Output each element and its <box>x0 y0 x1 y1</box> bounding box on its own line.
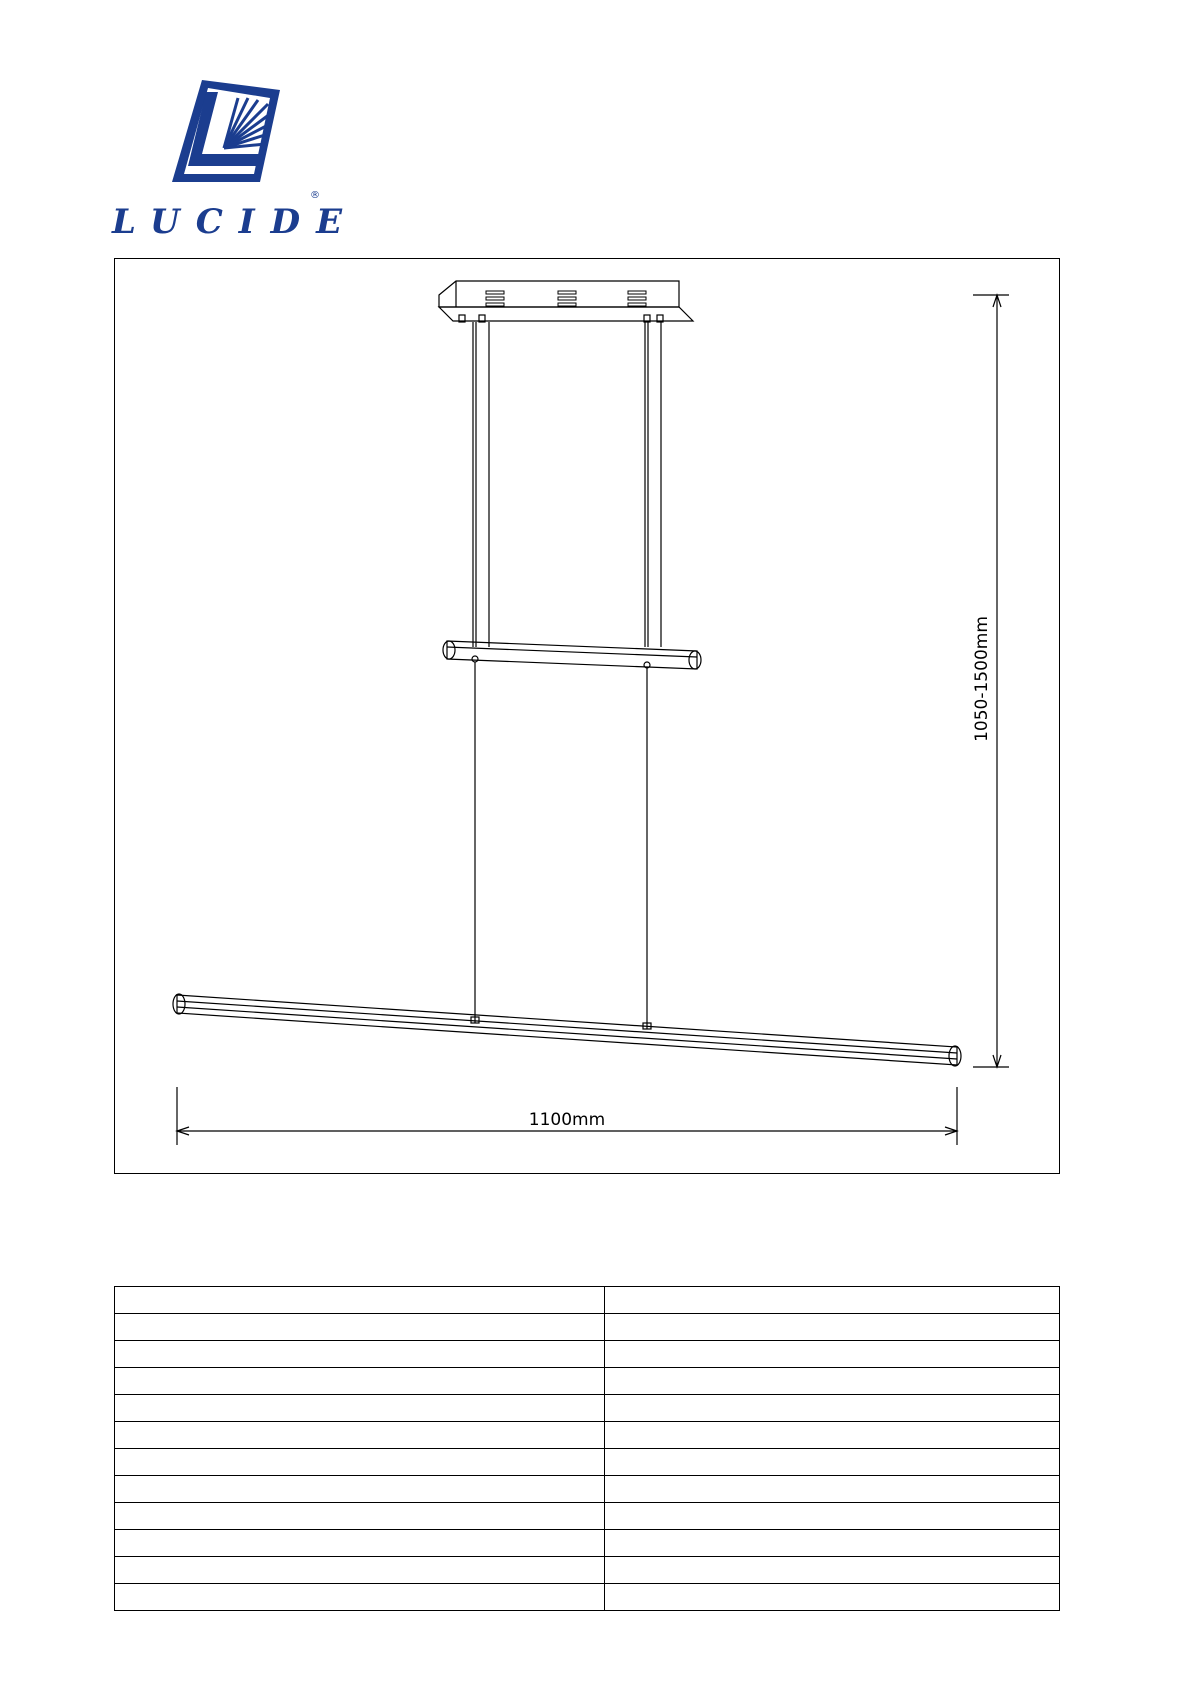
bottom-bar <box>173 994 961 1066</box>
spec-value-cell <box>604 1395 1060 1422</box>
height-dimension-label: 1050-1500mm <box>972 616 992 742</box>
registered-mark: ® <box>310 190 320 201</box>
brand-logo <box>112 80 359 242</box>
spec-value-cell <box>604 1557 1060 1584</box>
table-row <box>115 1287 1060 1314</box>
spec-value-cell <box>604 1449 1060 1476</box>
spec-label-cell <box>115 1449 605 1476</box>
table-row <box>115 1584 1060 1611</box>
spec-value-cell <box>604 1422 1060 1449</box>
table-row <box>115 1422 1060 1449</box>
pendant-lamp-drawing <box>115 259 1061 1175</box>
table-row <box>115 1503 1060 1530</box>
spec-value-cell <box>604 1503 1060 1530</box>
spec-label-cell <box>115 1287 605 1314</box>
spec-value-cell <box>604 1341 1060 1368</box>
technical-drawing <box>114 258 1060 1174</box>
spec-label-cell <box>115 1557 605 1584</box>
spec-label-cell <box>115 1395 605 1422</box>
brand-wordmark: LUCIDE <box>112 202 359 242</box>
spec-label-cell <box>115 1584 605 1611</box>
table-row <box>115 1449 1060 1476</box>
table-row <box>115 1314 1060 1341</box>
spec-label-cell <box>115 1476 605 1503</box>
table-row <box>115 1341 1060 1368</box>
spec-value-cell <box>604 1368 1060 1395</box>
width-dimension-label: 1100mm <box>528 1110 606 1130</box>
spec-value-cell <box>604 1530 1060 1557</box>
spec-label-cell <box>115 1530 605 1557</box>
spec-value-cell <box>604 1287 1060 1314</box>
table-row <box>115 1530 1060 1557</box>
table-row <box>115 1557 1060 1584</box>
spec-value-cell <box>604 1476 1060 1503</box>
spec-label-cell <box>115 1314 605 1341</box>
lucide-fan-icon <box>172 80 292 185</box>
middle-bar <box>443 641 701 669</box>
spec-label-cell <box>115 1503 605 1530</box>
table-row <box>115 1368 1060 1395</box>
spec-label-cell <box>115 1422 605 1449</box>
spec-value-cell <box>604 1314 1060 1341</box>
table-row <box>115 1395 1060 1422</box>
spec-label-cell <box>115 1341 605 1368</box>
spec-label-cell <box>115 1368 605 1395</box>
ceiling-canopy <box>439 281 693 322</box>
table-row <box>115 1476 1060 1503</box>
spec-table <box>114 1286 1060 1611</box>
spec-value-cell <box>604 1584 1060 1611</box>
